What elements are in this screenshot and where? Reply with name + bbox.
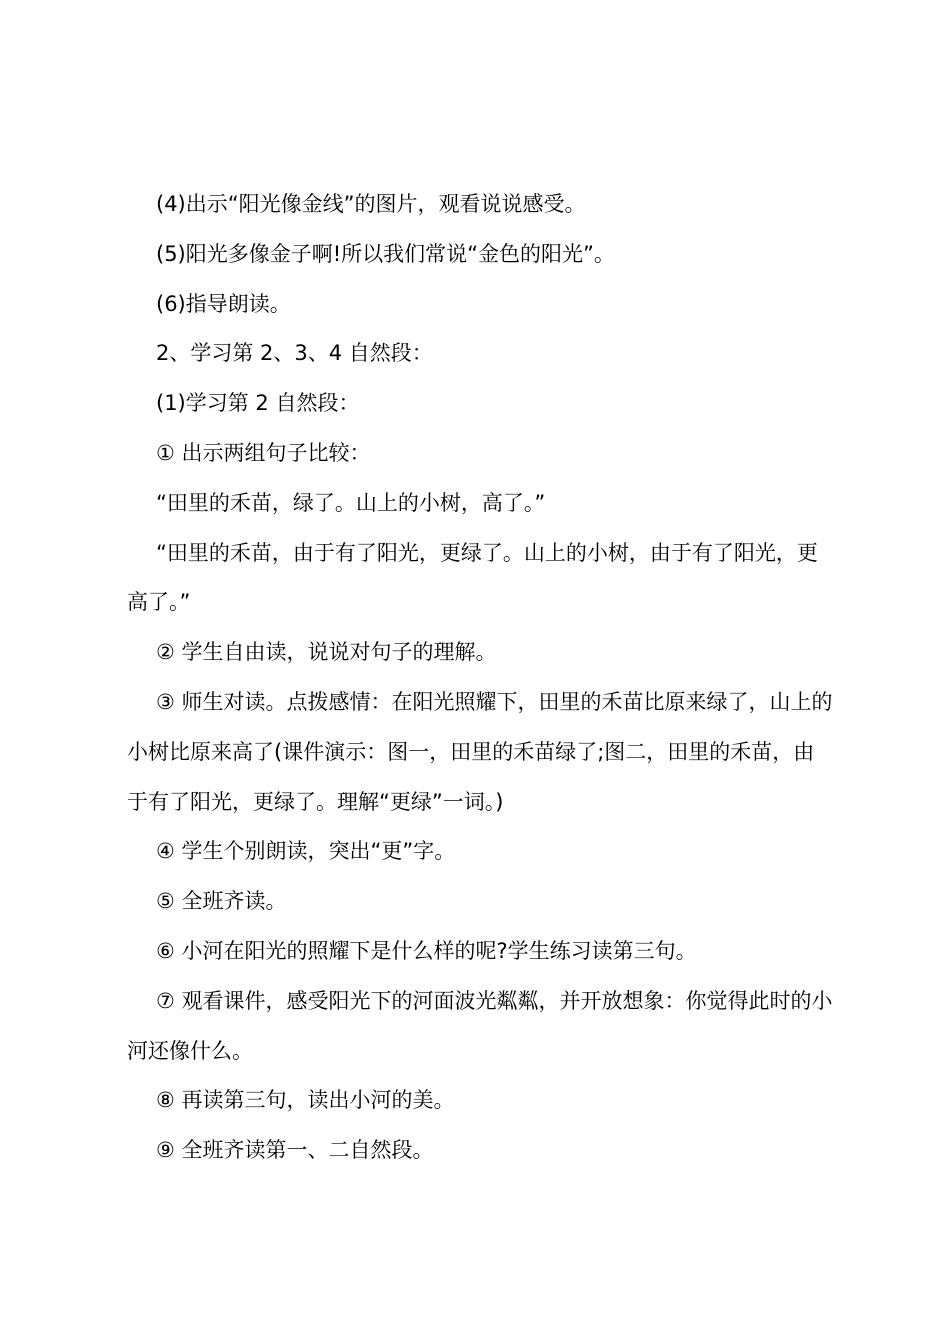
paragraph: ① 出示两组句子比较：: [156, 440, 371, 465]
paragraph: ④ 学生个别朗读，突出“更”字。: [156, 839, 456, 864]
paragraph: (6)指导朗读。: [156, 291, 291, 316]
paragraph: ⑦ 观看课件，感受阳光下的河面波光粼粼，并开放想象：你觉得此时的小河还像什么。: [127, 988, 833, 1063]
paragraph: ⑥ 小河在阳光的照耀下是什么样的呢?学生练习读第三句。: [156, 938, 697, 963]
paragraph: ② 学生自由读，说说对句子的理解。: [156, 640, 497, 665]
paragraph: ⑨ 全班齐读第一、二自然段。: [156, 1138, 434, 1163]
paragraph: ⑤ 全班齐读。: [156, 889, 287, 914]
paragraph: (5)阳光多像金子啊!所以我们常说“金色的阳光”。: [156, 241, 615, 266]
paragraph: “田里的禾苗，绿了。山上的小树，高了。”: [156, 490, 546, 515]
paragraph: (1)学习第 2 自然段：: [156, 391, 360, 416]
document-body: [127, 180, 833, 1176]
paragraph: ⑧ 再读第三句，读出小河的美。: [156, 1088, 455, 1113]
paragraph: ③ 师生对读。点拨感情：在阳光照耀下，田里的禾苗比原来绿了，山上的小树比原来高了(课件演示：图一，田里的禾苗绿了;图二，田里的禾苗，由于有了阳光，更绿了。理解“更绿”一词。): [127, 689, 833, 814]
paragraph: “田里的禾苗，由于有了阳光，更绿了。山上的小树，由于有了阳光，更高了。”: [127, 540, 818, 615]
paragraph: 2、学习第 2、3、4 自然段：: [156, 341, 433, 366]
paragraph: (4)出示“阳光像金线”的图片，观看说说感受。: [156, 192, 586, 216]
